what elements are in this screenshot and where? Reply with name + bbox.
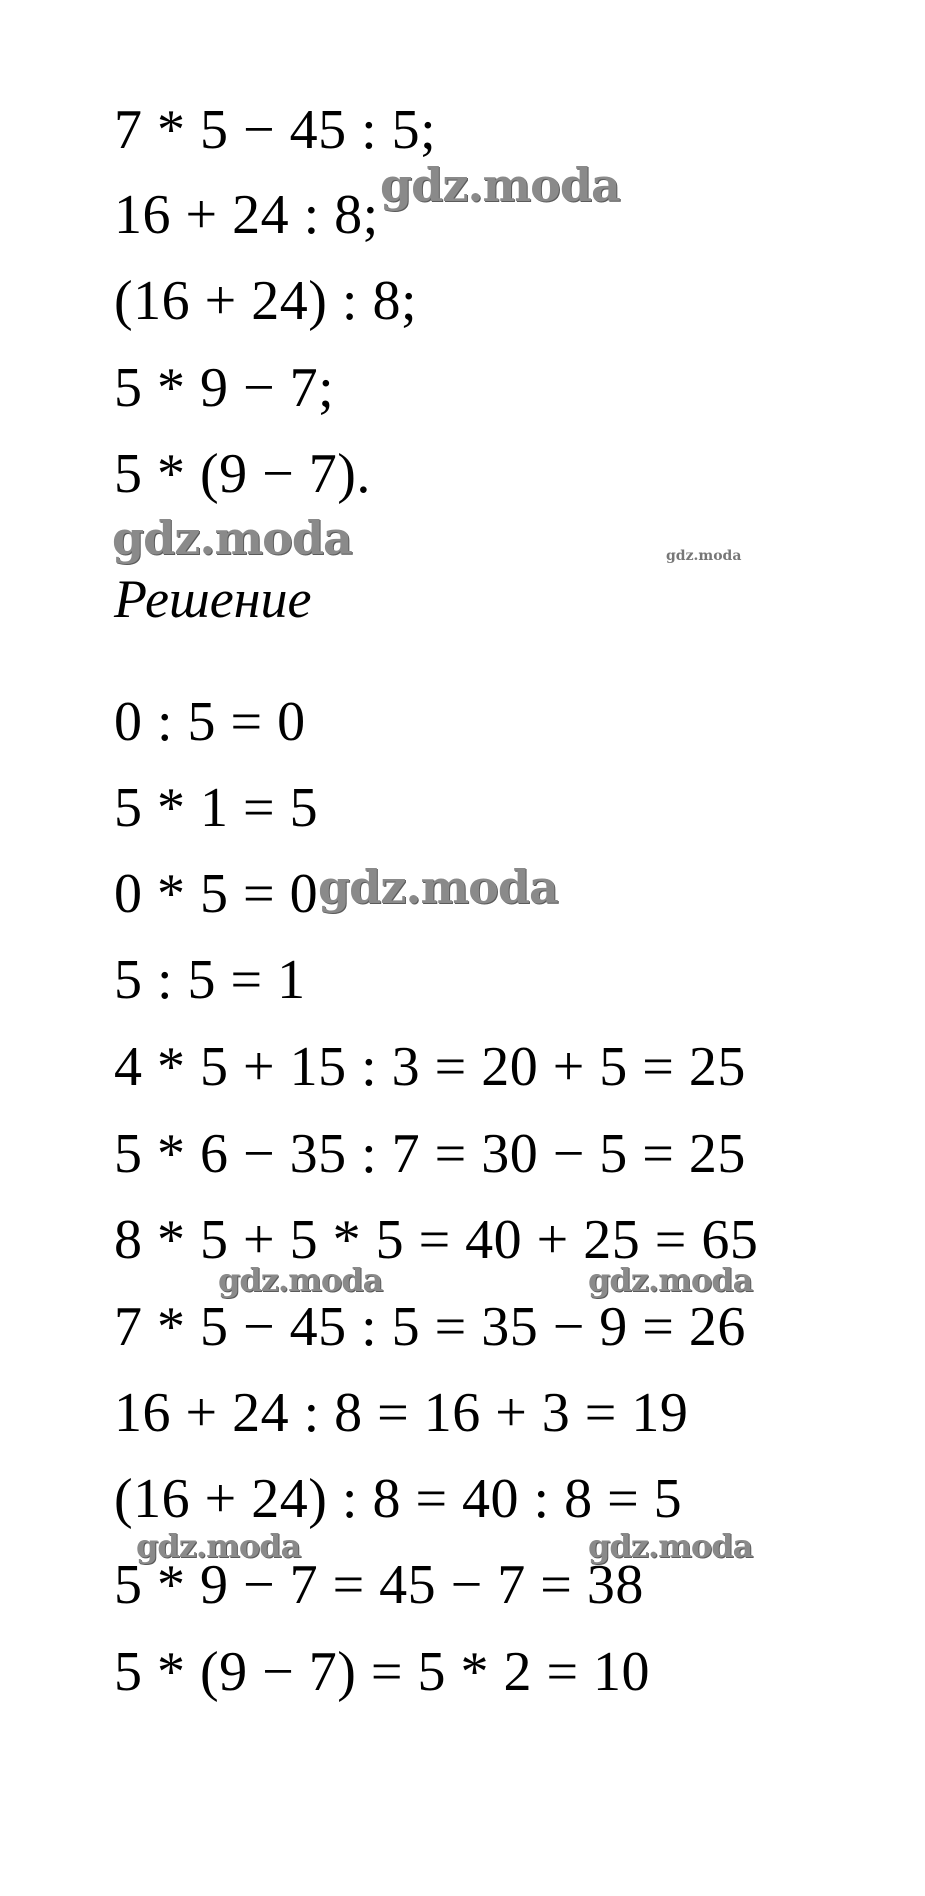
watermark: gdz.moda [588,1527,753,1565]
solution-line-10: (16 + 24) : 8 = 40 : 8 = 5 [114,1468,683,1530]
solution-line-6: 5 * 6 − 35 : 7 = 30 − 5 = 25 [114,1123,746,1185]
watermark: gdz.moda [318,860,558,914]
solution-line-9: 16 + 24 : 8 = 16 + 3 = 19 [114,1382,689,1444]
task-line-4: 5 * 9 − 7; [114,357,335,419]
solution-line-5: 4 * 5 + 15 : 3 = 20 + 5 = 25 [114,1036,746,1098]
watermark: gdz.moda [666,548,742,564]
watermark: gdz.moda [136,1527,301,1565]
task-line-1: 7 * 5 − 45 : 5; [114,99,437,161]
watermark: gdz.moda [218,1261,383,1299]
task-line-5: 5 * (9 − 7). [114,443,371,505]
watermark: gdz.moda [588,1261,753,1299]
solution-line-3: 0 * 5 = 0 [114,863,319,925]
solution-line-12: 5 * (9 − 7) = 5 * 2 = 10 [114,1641,651,1703]
solution-line-11: 5 * 9 − 7 = 45 − 7 = 38 [114,1554,644,1616]
solution-line-4: 5 : 5 = 1 [114,949,306,1011]
solution-line-7: 8 * 5 + 5 * 5 = 40 + 25 = 65 [114,1209,759,1271]
watermark: gdz.moda [380,158,620,212]
solution-line-1: 0 : 5 = 0 [114,691,306,753]
watermark: gdz.moda [112,511,352,565]
solution-line-2: 5 * 1 = 5 [114,777,319,839]
solution-heading: Решение [114,569,312,629]
task-line-2: 16 + 24 : 8; [114,184,379,246]
solution-line-8: 7 * 5 − 45 : 5 = 35 − 9 = 26 [114,1296,746,1358]
task-line-3: (16 + 24) : 8; [114,270,417,332]
